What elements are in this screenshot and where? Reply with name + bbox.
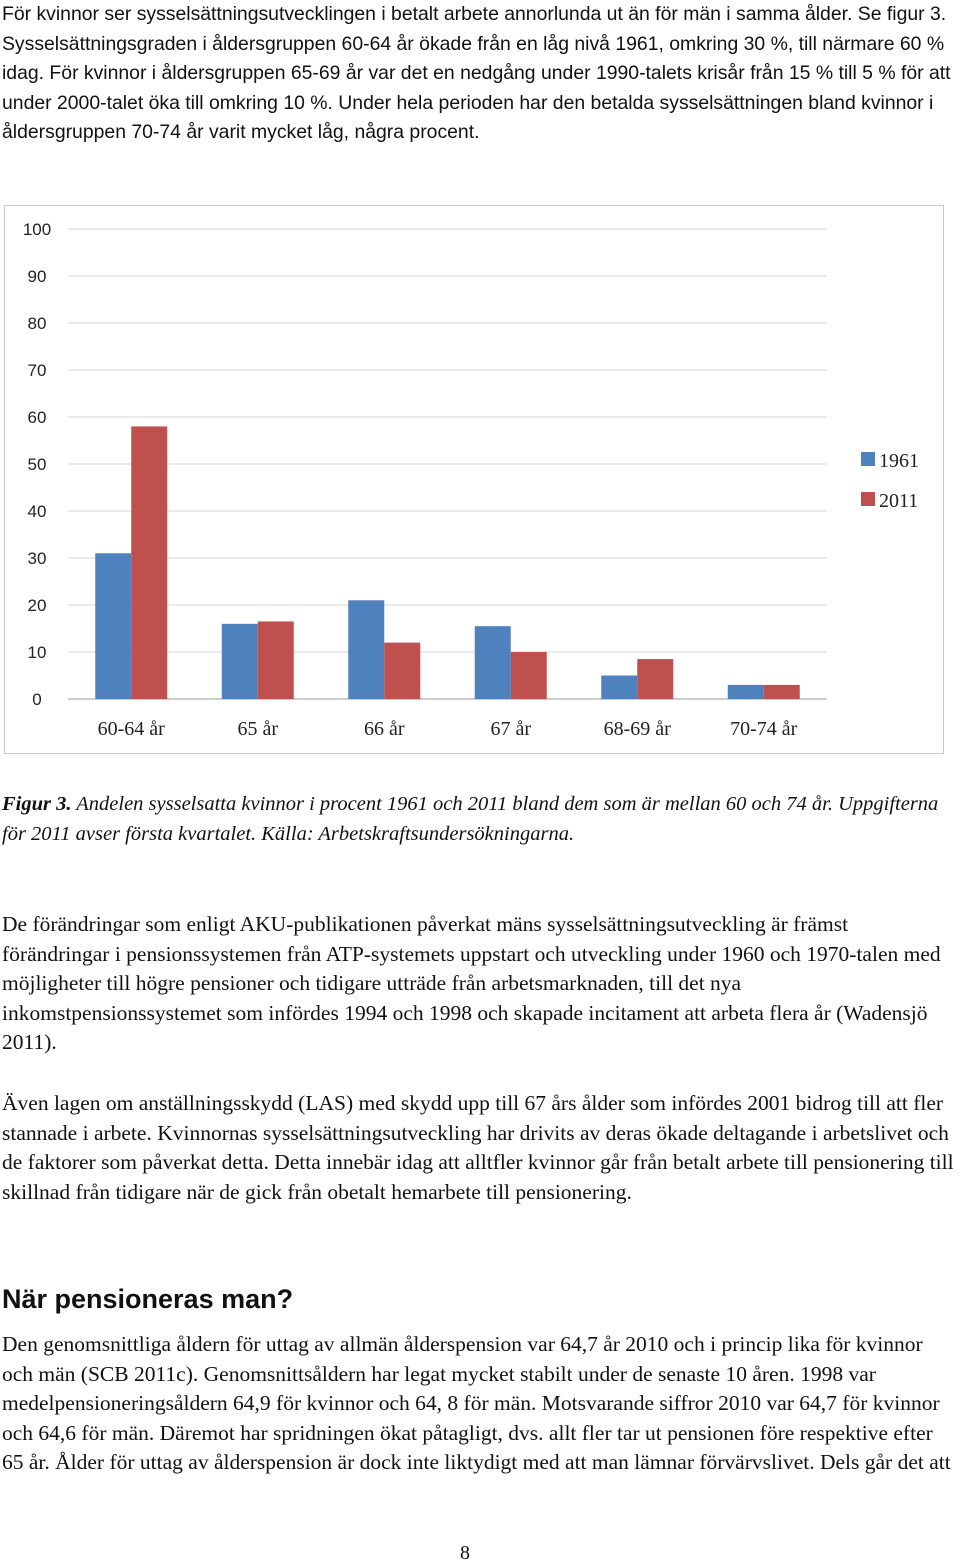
- body-paragraph-2: Även lagen om anställningsskydd (LAS) med skydd upp till 67 års ålder som infördes 2001 bidrog till att fler stannade i arbete. Kvinnornas sysselsättningsutveckling har drivits av deras ökade deltagande i arbetslivet och de faktorer som påverkat detta. Detta innebär idag att alltfler kvinnor går från betalt arbete till pensionering till skillnad från tidigare när de gick från obetalt hemarbete till pensionering.: [2, 1091, 954, 1204]
- bar-1961: [222, 624, 258, 699]
- body-paragraph-3: Den genomsnittliga åldern för uttag av allmän ålderspension var 64,7 år 2010 och i princip lika för kvinnor och män (SCB 2011c). Genomsnittsåldern har legat mycket stabilt under de senaste 10 åren. 1998 var medelpensioneringsåldern 64,9 för kvinnor och 64, 8 för män. Motsvarande siffror 2010 var 64,7 för kvinnor och 64,6 för män. Däremot har spridningen ökat påtagligt, dvs. allt fler tar ut pensionen före respektive efter 65 år. Ålder för uttag av ålderspension är dock inte liktydigt med att man lämnar förvärvslivet. Dels går det att: [2, 1332, 951, 1475]
- y-tick-label: 20: [27, 596, 47, 615]
- bar-1961: [475, 626, 511, 699]
- chart-svg: [5, 206, 945, 755]
- y-tick-label: 60: [27, 408, 47, 427]
- legend-label: 1961: [879, 450, 919, 472]
- legend-swatch: [861, 492, 875, 506]
- bar-2011: [131, 426, 167, 699]
- bar-2011: [637, 659, 673, 699]
- figure-label: Figur 3.: [2, 793, 72, 815]
- bar-chart: [4, 205, 944, 754]
- y-tick-label: 80: [27, 314, 47, 333]
- y-tick-label: 50: [27, 455, 47, 474]
- bar-1961: [95, 553, 131, 699]
- bar-1961: [348, 600, 384, 699]
- y-tick-label: 0: [32, 690, 42, 709]
- y-tick-label: 70: [27, 361, 47, 380]
- figure-caption: [2, 790, 958, 849]
- x-category-label: 67 år: [490, 718, 532, 740]
- legend-label: 2011: [879, 490, 919, 512]
- legend-swatch: [861, 452, 875, 466]
- bar-2011: [511, 652, 547, 699]
- bar-1961: [728, 685, 764, 699]
- y-tick-label: 30: [27, 549, 47, 568]
- x-category-label: 66 år: [363, 718, 405, 740]
- page-number: 8: [460, 1542, 470, 1564]
- x-category-label: 68-69 år: [603, 718, 671, 740]
- bar-2011: [764, 685, 800, 699]
- bar-2011: [258, 621, 294, 699]
- x-category-label: 65 år: [237, 718, 279, 740]
- x-category-label: 70-74 år: [730, 718, 798, 740]
- body-paragraph-1: De förändringar som enligt AKU-publikationen påverkat mäns sysselsättningsutveckling är främst förändringar i pensionssystemen från ATP-systemets uppstart och utveckling under 1960 och 1970-talen med möjligheter till högre pensioner och tidigare utträde från arbetsmarknaden, till det nya inkomstpensionssystemet som infördes 1994 och 1998 och skapade incitament att arbeta flera år (Wadensjö 2011).: [2, 912, 941, 1055]
- y-tick-label: 100: [22, 220, 52, 239]
- y-tick-label: 10: [27, 643, 47, 662]
- bar-1961: [601, 676, 637, 700]
- y-tick-label: 90: [27, 267, 47, 286]
- bar-2011: [384, 643, 420, 699]
- figure-caption-text: Andelen sysselsatta kvinnor i procent 1961 och 2011 bland dem som är mellan 60 och 74 år. Uppgifterna för 2011 avser första kvartalet. Källa: Arbetskraftsundersökningarna.: [2, 793, 939, 845]
- intro-paragraph: För kvinnor ser sysselsättningsutvecklingen i betalt arbete annorlunda ut än för män i samma ålder. Se figur 3. Sysselsättningsgraden i åldersgruppen 60-64 år ökade från en låg nivå 1961, omkring 30 %, till närmare 60 % idag. För kvinnor i åldersgruppen 65-69 år var det en nedgång under 1990-talets krisår från 15 % till 5 % för att under 2000-talet öka till omkring 10 %. Under hela perioden har den betalda sysselsättningen bland kvinnor i åldersgruppen 70-74 år varit mycket låg, några procent.: [2, 3, 951, 143]
- y-tick-label: 40: [27, 502, 47, 521]
- section-heading: När pensioneras man?: [2, 1284, 294, 1314]
- x-category-label: 60-64 år: [97, 718, 165, 740]
